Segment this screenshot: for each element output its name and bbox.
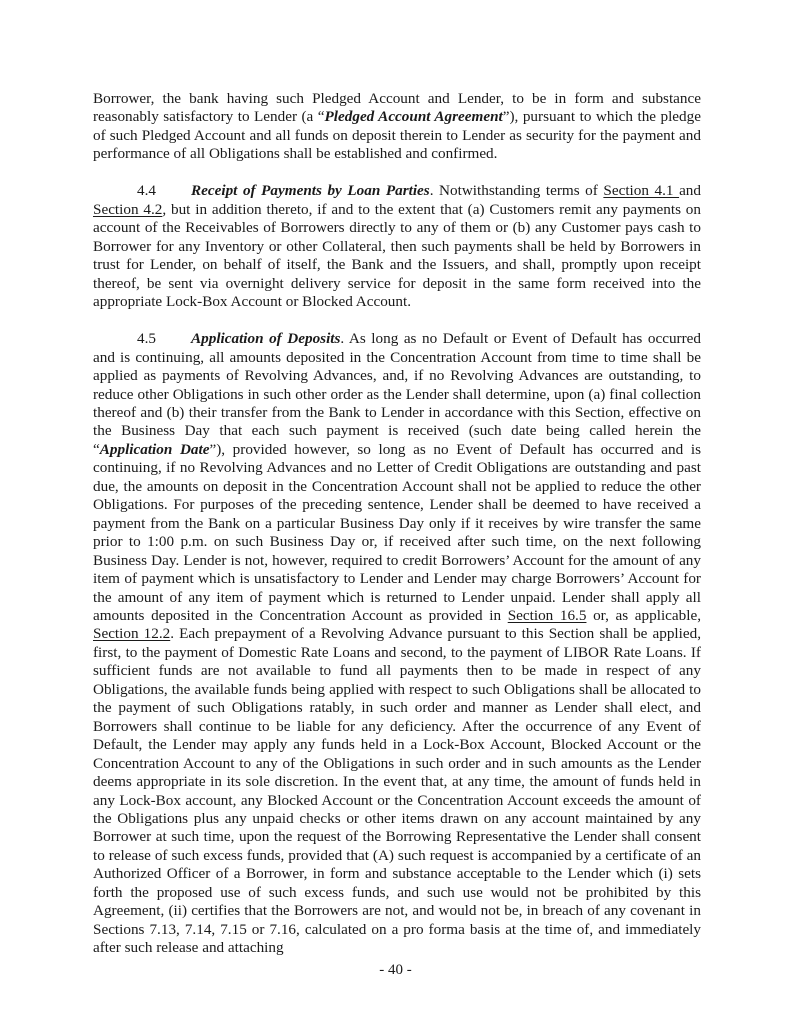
cross-reference-section-12-2[interactable]: Section 12.2 [93,625,171,643]
heading-punctuation: . [429,182,434,200]
section-number: 4.5 [137,330,156,348]
cross-reference-section-4-2[interactable]: Section 4.2 [93,200,163,218]
heading-punctuation: . [340,330,345,348]
continuation-text-end: ”), pursuant to which the pledge of such Pledged Account and all funds on deposit therein to Lender as security for the payment and performance of all Obligations shall be established and confirmed. [93,108,701,163]
section-text: . Each prepayment of a Revolving Advance pursuant to this Section shall be applied, first, to the payment of Domestic Rate Loans and second, to the payment of LIBOR Rate Loans. If sufficient funds are not available to fund all payments then to be made in respect of any Obligations, the available funds being applied with respect to such Obligations shall be allocated to the payment of such Obligations ratably, in such order and manner as Lender shall elect, and Borrowers shall continue to be liable for any deficiency. After the occurrence of any Event of Default, the Lender may apply any funds held in a Lock-Box Account, Blocked Account or the Concentration Account to any of the Obligations in such order and in such amounts as the Lender deems appropriate in its sole discretion. In the event that, at any time, the amount of funds held in any Lock-Box account, any Blocked Account or the Concentration Account exceeds the amount of the Obligations plus any unpaid checks or other items drawn on any account maintained by any Borrower at such time, upon the request of the Borrowing Representative the Lender shall consent to release of such excess funds, provided that (A) such request is accompanied by a certificate of an Authorized Officer of a Borrower, in form and substance acceptable to the Lender which (i) sets forth the proposed use of such excess funds, and such use would not be prohibited by this Agreement, (ii) certifies that the Borrowers are not, and would not be, in breach of any covenant in Sections 7.13, 7.14, 7.15 or 7.16, calculated on a pro forma basis at the time of, and immediately after such release and attaching [93,625,701,957]
section-text: , but in addition thereto, if and to the extent that (a) Customers remit any payments on account of the Receivables of Borrowers directly to any of them or (b) any Customer pays cash to Borrower for any Inventory or other Collateral, then such payments shall be held by Borrowers in trust for Lender, on behalf of itself, the Bank and the Issuers, and shall, promptly upon receipt thereof, be sent via overnight delivery service for deposit in the same form received into the appropriate Lock-Box Account or Blocked Account. [93,200,701,311]
cross-reference-section-4-1[interactable]: Section 4.1 [603,182,680,200]
section-text: ”), provided however, so long as no Event of Default has occurred and is continuing, if no Revolving Advances and no Letter of Credit Obligations are outstanding and past due, the amounts on deposit in the Concentration Account shall not be applied to reduce the other Obligations. For purposes of the preceding sentence, Lender shall be deemed to have received a payment from the Bank on a particular Business Day only if it receives by wire transfer the same prior to 1:00 p.m. on such Business Day or, if received after such time, on the next following Business Day. Lender is not, however, required to credit Borrowers’ Account for the amount of any item of payment which is unsatisfactory to Lender and Lender may charge Borrowers’ Account for the amount of any item of payment which is returned to Lender unpaid. Lender shall apply all amounts deposited in the Concentration Account as provided in [93,440,701,624]
section-text: or, as applicable, [586,606,701,624]
section-heading: Application of Deposits [191,330,341,348]
cross-reference-section-16-5[interactable]: Section 16.5 [507,606,587,624]
section-text: Notwithstanding terms of [433,182,604,200]
section-number: 4.4 [137,182,156,200]
section-heading: Receipt of Payments by Loan Parties [191,182,430,200]
continuation-paragraph [93,90,701,164]
section-4-5 [93,330,701,957]
section-text: and [679,182,701,200]
section-text: As long as no Default or Event of Default has occurred and is continuing, all amounts deposited in the Concentration Account from time to time shall be applied as payments of Revolving Advances, and, if no Revolving Advances are outstanding, to reduce other Obligations in such other order as the Lender shall determine, upon (a) final collection thereof and (b) their transfer from the Bank to Lender in accordance with this Section, effective on the Business Day that each such payment is received (such date being called herein the “ [93,330,701,458]
page-number: - 40 - [379,962,412,978]
section-4-4 [93,182,701,311]
document-page [93,90,701,958]
continuation-text: Borrower, the bank having such Pledged Account and Lender, to be in form and substance reasonably satisfactory to Lender (a “ [93,90,701,126]
defined-term-application-date: Application Date [99,440,210,458]
defined-term-pledged-account-agreement: Pledged Account Agreement [324,108,503,126]
